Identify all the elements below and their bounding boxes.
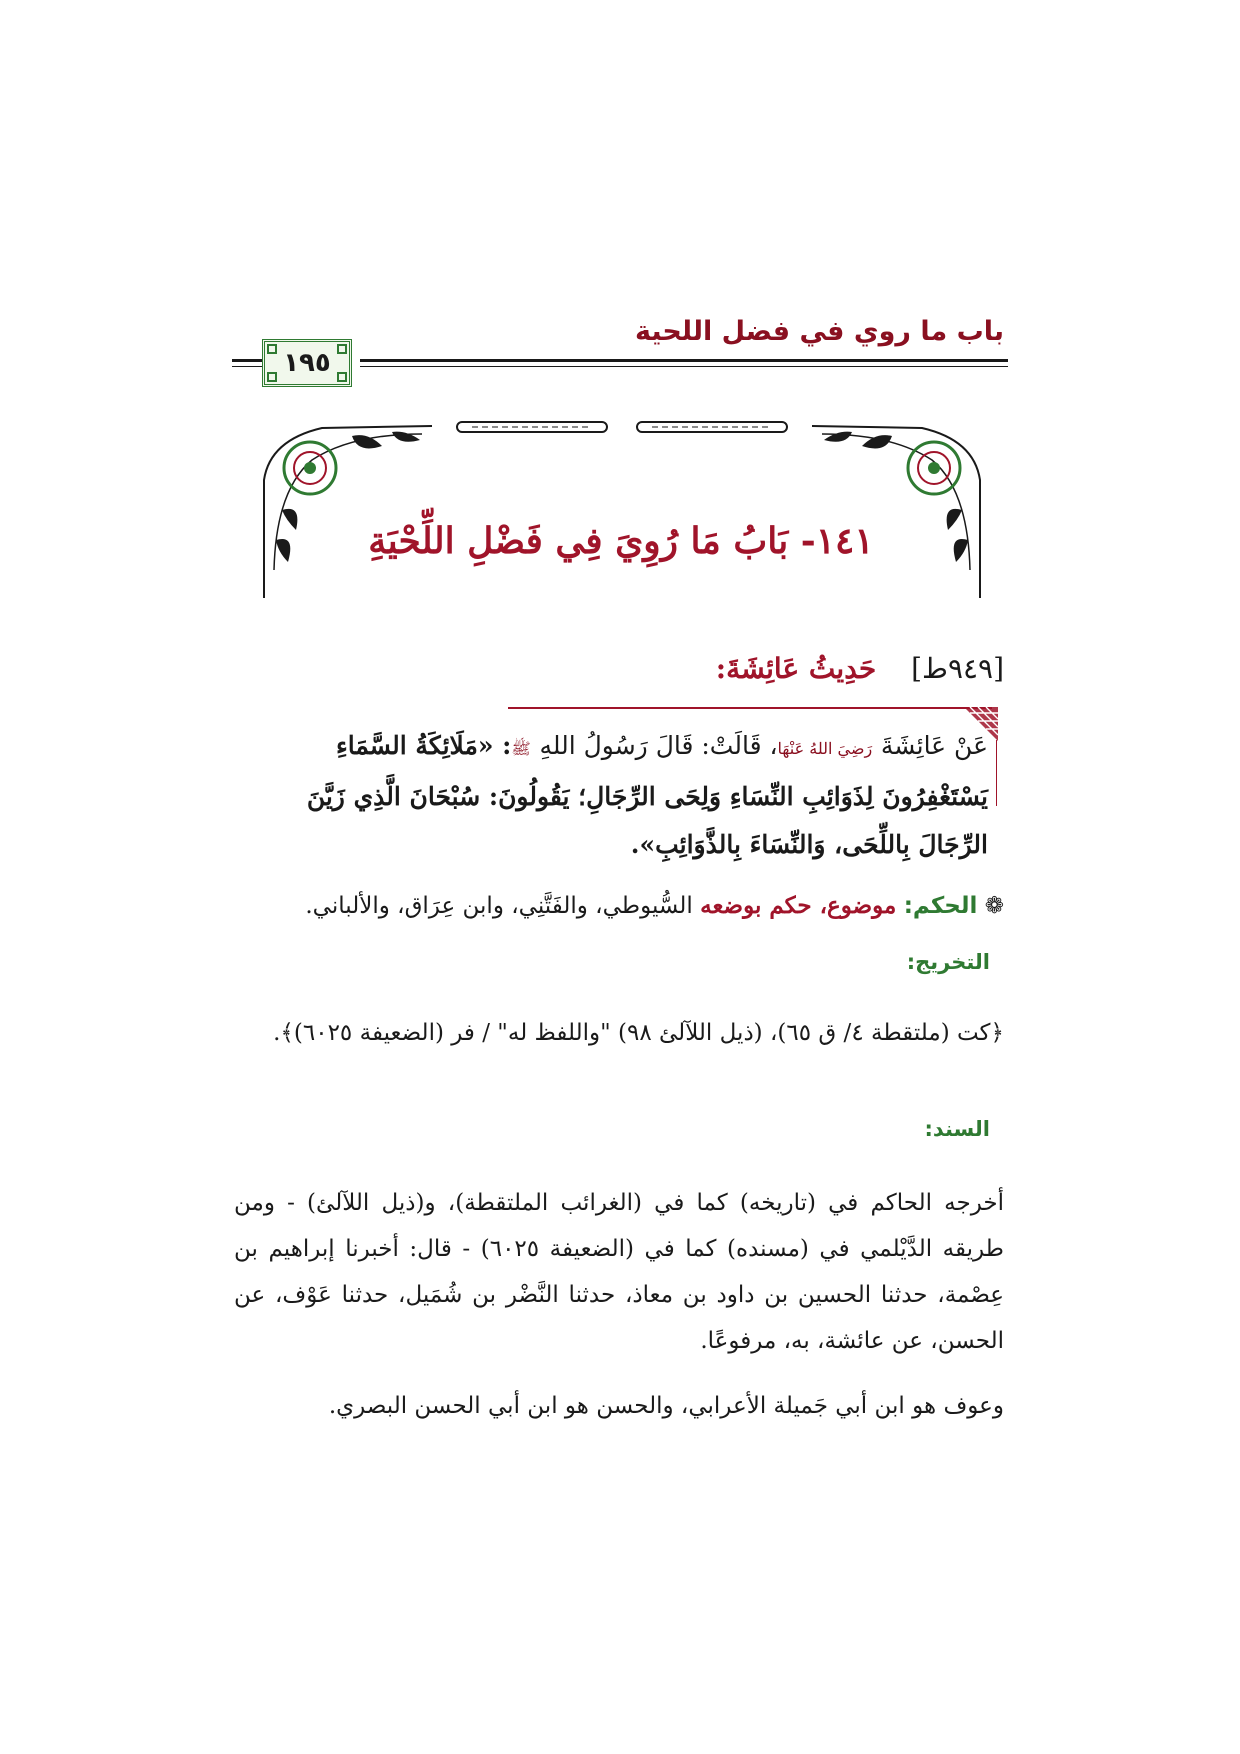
hadith-heading	[304, 652, 1004, 685]
quote-side-rule	[996, 740, 997, 806]
hadith-matn: : «مَلَائِكَةُ السَّمَاءِ يَسْتَغْفِرُونَ لِذَوَائِبِ النِّسَاءِ وَلِحَى الرِّجَالِ؛ يَقُولُونَ: سُبْحَانَ الَّذِي زَيَّنَ الرِّجَالَ بِاللِّحَى، وَالنِّسَاءَ بِالذَّوَائِبِ».	[306, 731, 988, 859]
hadith-text	[248, 722, 988, 869]
honorific-aisha: رَضِيَ اللهُ عَنْهَا	[777, 739, 873, 758]
sanad-heading: السند:	[924, 1117, 990, 1141]
ruling-scholars: السُّيوطي، والفَتَّنِي، وابن عِرَاق، والألباني.	[305, 893, 693, 919]
sanad-paragraph-2: وعوف هو ابن أبي جَميلة الأعرابي، والحسن هو ابن أبي الحسن البصري.	[328, 1393, 1004, 1419]
badge-corner-ornament	[267, 344, 277, 354]
header-rule-thin	[360, 366, 1008, 367]
flower-icon: ❁	[984, 893, 1004, 919]
hadith-name: حَدِيثُ عَائِشَةَ:	[715, 652, 877, 685]
right-corner-ornament	[812, 426, 980, 598]
badge-corner-ornament	[337, 372, 347, 382]
ruling-verdict: موضوع، حكم بوضعه	[700, 892, 897, 919]
badge-corner-ornament	[337, 344, 347, 354]
quote-top-rule	[508, 707, 992, 709]
ruling-label: الحكم:	[903, 893, 978, 919]
chapter-title: ١٤١- بَابُ مَا رُوِيَ فِي فَضْلِ اللِّحْيَةِ	[368, 520, 874, 562]
left-corner-ornament	[264, 426, 432, 598]
sanad-paragraph-1: أخرجه الحاكم في (تاريخه) كما في (الغرائب الملتقطة)، و(ذيل اللآلئ) - ومن طريقه الدَّيْلمي في (مسنده) كما في (الضعيفة ٦٠٢٥) - قال: أخبرنا إبراهيم بن عِصْمة، حدثنا الحسين بن داود بن معاذ، حدثنا النَّضْر بن شُمَيل، حدثنا عَوْف، عن الحسن، عن عائشة، به، مرفوعًا.	[234, 1190, 1004, 1354]
honorific-prophet: ﷺ	[511, 739, 531, 758]
running-header-title: باب ما روي في فضل اللحية	[635, 316, 1004, 347]
badge-corner-ornament	[267, 372, 277, 382]
header-rule	[360, 359, 1008, 362]
takhrij-text: ﴿كت (ملتقطة ٤/ ق ٦٥)، (ذيل اللآلئ ٩٨) "واللفظ له" / فر (الضعيفة ٦٠٢٥)﴾.	[273, 1020, 1004, 1046]
top-band-ornament	[457, 422, 787, 432]
header-rule-left	[232, 359, 262, 362]
hadith-number: [٩٤٩ط]	[911, 652, 1004, 685]
ruling-line	[224, 892, 1004, 919]
page-number-badge	[262, 339, 352, 387]
hadith-intro: عَنْ عَائِشَةَ	[880, 731, 988, 760]
header-rule-left-thin	[232, 366, 262, 367]
chapter-frame-ornament	[262, 420, 982, 600]
page-number: ١٩٥	[283, 348, 331, 378]
hadith-said: ، قَالَتْ: قَالَ رَسُولُ اللهِ	[539, 731, 778, 760]
takhrij-heading: التخريج:	[906, 950, 990, 974]
